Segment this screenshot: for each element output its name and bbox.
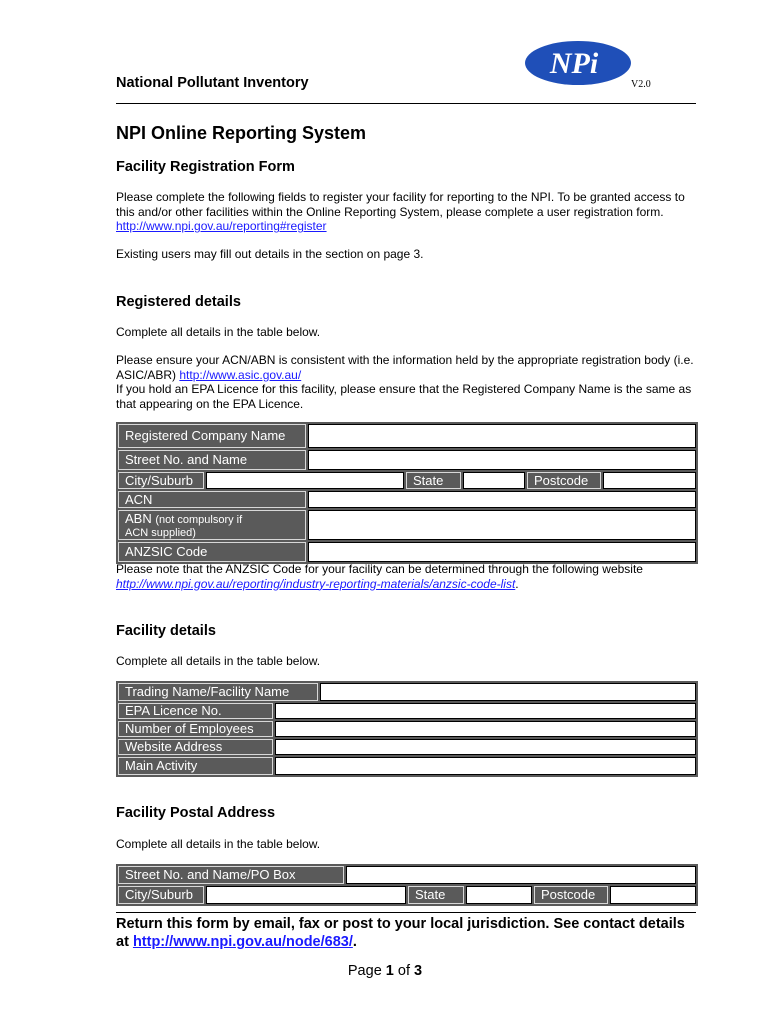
npi-logo bbox=[524, 40, 632, 86]
return-form-text: Return this form by email, fax or post to your local jurisdiction. See contact details at bbox=[116, 916, 685, 950]
website-field[interactable] bbox=[275, 739, 696, 755]
postal-postcode-label: Postcode bbox=[534, 886, 608, 904]
acn-label: ACN bbox=[118, 491, 306, 508]
postal-state-label: State bbox=[408, 886, 464, 904]
abn-note-1: (not compulsory if bbox=[155, 514, 243, 526]
postal-heading: Facility Postal Address bbox=[116, 805, 276, 821]
trading-name-field[interactable] bbox=[320, 683, 696, 701]
website-label: Website Address bbox=[118, 739, 273, 755]
table-row bbox=[118, 739, 696, 755]
facility-details-table bbox=[116, 681, 698, 777]
table-row bbox=[118, 542, 696, 562]
acn-note: Please ensure your ACN/ABN is consistent with the information held by the appropriate registration body (i.e. ASIC/ABR) bbox=[116, 353, 694, 382]
table-row bbox=[118, 721, 696, 737]
anzsic-period: . bbox=[515, 576, 519, 591]
page-total: 3 bbox=[414, 963, 423, 979]
state-field[interactable] bbox=[463, 472, 525, 489]
postal-address-table bbox=[116, 864, 698, 906]
facility-heading: Facility details bbox=[116, 623, 216, 639]
org-name: National Pollutant Inventory bbox=[116, 75, 309, 91]
page-number bbox=[0, 963, 770, 979]
table-row bbox=[118, 866, 696, 884]
abn-field[interactable] bbox=[308, 510, 696, 540]
postal-street-field[interactable] bbox=[346, 866, 696, 884]
state-label: State bbox=[406, 472, 461, 489]
anzsic-note-text: Please note that the ANZSIC Code for your facility can be determined through the following website bbox=[116, 562, 643, 576]
abn-label-text: ABN bbox=[125, 511, 152, 526]
table-row bbox=[118, 491, 696, 508]
contact-link[interactable]: http://www.npi.gov.au/node/683/ bbox=[132, 934, 353, 950]
table-row bbox=[118, 886, 696, 904]
anzsic-label: ANZSIC Code bbox=[118, 542, 306, 562]
abn-label bbox=[118, 510, 306, 540]
city-label: City/Suburb bbox=[118, 472, 204, 489]
existing-users-text: Existing users may fill out details in the section on page 3. bbox=[116, 247, 424, 261]
registered-heading: Registered details bbox=[116, 294, 241, 310]
contact-period: . bbox=[352, 934, 357, 950]
return-form-note bbox=[116, 912, 696, 951]
postal-city-label: City/Suburb bbox=[118, 886, 204, 904]
epa-licence-label: EPA Licence No. bbox=[118, 703, 273, 719]
epa-licence-field[interactable] bbox=[275, 703, 696, 719]
registered-instruction: Complete all details in the table below. bbox=[116, 325, 321, 339]
page-of: of bbox=[397, 963, 410, 979]
main-activity-field[interactable] bbox=[275, 757, 696, 775]
registered-details-table bbox=[116, 422, 698, 564]
table-row bbox=[118, 757, 696, 775]
version-label: V2.0 bbox=[631, 79, 651, 90]
register-link[interactable]: http://www.npi.gov.au/reporting#register bbox=[116, 219, 327, 234]
company-name-field[interactable] bbox=[308, 424, 696, 448]
postal-city-field[interactable] bbox=[206, 886, 406, 904]
table-row bbox=[118, 472, 696, 489]
employees-field[interactable] bbox=[275, 721, 696, 737]
page-prefix: Page bbox=[347, 963, 382, 979]
city-field[interactable] bbox=[206, 472, 404, 489]
anzsic-field[interactable] bbox=[308, 542, 696, 562]
header-divider bbox=[116, 103, 696, 104]
facility-instruction: Complete all details in the table below. bbox=[116, 654, 321, 668]
trading-name-label: Trading Name/Facility Name bbox=[118, 683, 318, 701]
table-row bbox=[118, 424, 696, 448]
table-row bbox=[118, 683, 696, 701]
postcode-field[interactable] bbox=[603, 472, 696, 489]
registered-notes bbox=[116, 353, 696, 411]
employees-label: Number of Employees bbox=[118, 721, 273, 737]
postal-street-label: Street No. and Name/PO Box bbox=[118, 866, 344, 884]
postal-instruction: Complete all details in the table below. bbox=[116, 837, 321, 851]
table-row bbox=[118, 510, 696, 540]
table-row bbox=[118, 450, 696, 470]
street-label: Street No. and Name bbox=[118, 450, 306, 470]
form-title: Facility Registration Form bbox=[116, 159, 295, 175]
npi-logo-text: NPi bbox=[549, 47, 599, 80]
anzsic-link[interactable]: http://www.npi.gov.au/reporting/industry-reporting-materials/anzsic-code-list bbox=[116, 576, 516, 591]
asic-link[interactable]: http://www.asic.gov.au/ bbox=[179, 367, 302, 382]
postal-state-field[interactable] bbox=[466, 886, 532, 904]
street-field[interactable] bbox=[308, 450, 696, 470]
acn-field[interactable] bbox=[308, 491, 696, 508]
main-activity-label: Main Activity bbox=[118, 757, 273, 775]
postal-postcode-field[interactable] bbox=[610, 886, 696, 904]
intro-text: Please complete the following fields to register your facility for reporting to the NPI. To be granted access to this and/or other facilities within the Online Reporting System, please complete a user registration form. bbox=[116, 190, 685, 219]
epa-note: If you hold an EPA Licence for this facility, please ensure that the Registered Company Name is the same as that appearing on the EPA Licence. bbox=[116, 382, 692, 411]
page-current: 1 bbox=[385, 963, 394, 979]
postcode-label: Postcode bbox=[527, 472, 601, 489]
intro-paragraph bbox=[116, 190, 696, 234]
table-row bbox=[118, 703, 696, 719]
company-name-label: Registered Company Name bbox=[118, 424, 306, 448]
page-title: NPI Online Reporting System bbox=[116, 123, 367, 143]
abn-note-2: ACN supplied) bbox=[125, 527, 196, 539]
anzsic-note bbox=[116, 562, 696, 591]
